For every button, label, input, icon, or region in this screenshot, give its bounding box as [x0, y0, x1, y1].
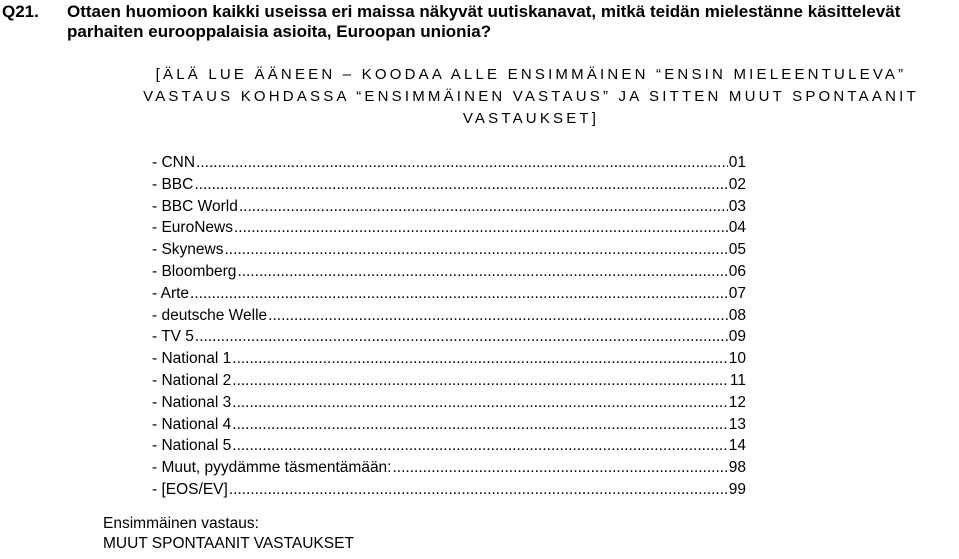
answer-option-label: - Muut, pyydämme täsmentämään: [152, 459, 392, 477]
dot-leader [232, 348, 727, 370]
dot-leader [232, 370, 729, 392]
answer-option [152, 392, 746, 414]
answer-option [152, 283, 746, 305]
answer-option [152, 435, 746, 457]
answer-option [152, 326, 746, 348]
dot-leader [195, 326, 728, 348]
answer-option-code: 01 [728, 154, 746, 171]
question-number: Q21. [2, 2, 39, 21]
answer-option-label: - EuroNews [152, 219, 233, 237]
first-answer-heading: Ensimmäinen vastaus: [103, 515, 259, 532]
other-answers-heading: MUUT SPONTAANIT VASTAUKSET [103, 535, 354, 552]
answer-option-code: 02 [728, 175, 746, 193]
dot-leader [232, 392, 727, 414]
dot-leader [225, 239, 728, 261]
dot-leader [268, 305, 728, 327]
question-text: Ottaen huomioon kaikki useissa eri maissa näkyvät uutiskanavat, mitkä teidän mielestänne käsittelevät parhaiten eurooppalaisia asioita, Euroopan unionia? [67, 2, 901, 41]
answer-option-code: 10 [728, 350, 746, 368]
answer-option-label: - National 5 [152, 437, 232, 455]
answer-option-code: 13 [728, 415, 746, 433]
dot-leader [393, 457, 728, 479]
answer-option-code: 07 [728, 284, 746, 302]
answer-option-label: - Bloomberg [152, 262, 237, 280]
answer-option [152, 196, 746, 218]
answer-option-label: - Skynews [152, 241, 224, 259]
answer-option-label: - CNN [152, 154, 196, 171]
dot-leader [190, 283, 728, 305]
answer-option [152, 174, 746, 196]
answer-option-label: - National 3 [152, 393, 232, 411]
answer-option-label: - [EOS/EV] [152, 480, 228, 498]
answer-option-label: - National 1 [152, 350, 232, 368]
dot-leader [229, 479, 728, 501]
answer-section-headings [103, 514, 354, 554]
answer-option-label: - deutsche Welle [152, 306, 268, 324]
answer-option-label: - TV 5 [152, 328, 194, 346]
answer-option-label: - BBC World [152, 197, 238, 215]
answer-option-code: 99 [728, 480, 746, 498]
answer-option-code: 09 [728, 328, 746, 346]
answer-option-code: 11 [729, 371, 746, 389]
answer-option [152, 479, 746, 501]
answer-option-label: - BBC [152, 175, 194, 193]
dot-leader [234, 217, 728, 239]
dot-leader [239, 196, 728, 218]
answer-option-code: 05 [728, 241, 746, 259]
dot-leader [232, 414, 727, 436]
answer-option-code: 12 [728, 393, 746, 411]
answer-option-code: 14 [728, 437, 746, 455]
answer-option [152, 370, 746, 392]
dot-leader [194, 174, 727, 196]
interviewer-instruction: [ÄLÄ LUE ÄÄNEEN – KOODAA ALLE ENSIMMÄINEN “ENSIN MIELEENTULEVA” VASTAUS KOHDASSA “ENSIMMÄINEN VASTAUS” JA SITTEN MUUT SPONTAANIT VASTAUKSET] [143, 66, 919, 127]
answer-option [152, 305, 746, 327]
dot-leader [196, 152, 728, 174]
dot-leader [237, 261, 727, 283]
answer-option [152, 239, 746, 261]
answer-option-code: 04 [728, 219, 746, 237]
answer-option-code: 08 [728, 306, 746, 324]
answer-option [152, 414, 746, 436]
answer-option-code: 98 [728, 459, 746, 477]
answer-option [152, 261, 746, 283]
answer-options-list [152, 152, 746, 501]
answer-option-code: 03 [728, 197, 746, 215]
answer-option [152, 348, 746, 370]
answer-option-label: - Arte [152, 284, 190, 302]
answer-option-code: 06 [728, 262, 746, 280]
answer-option-label: - National 2 [152, 371, 232, 389]
answer-option [152, 152, 746, 174]
answer-option [152, 217, 746, 239]
answer-option-label: - National 4 [152, 415, 232, 433]
dot-leader [232, 435, 727, 457]
answer-option [152, 457, 746, 479]
